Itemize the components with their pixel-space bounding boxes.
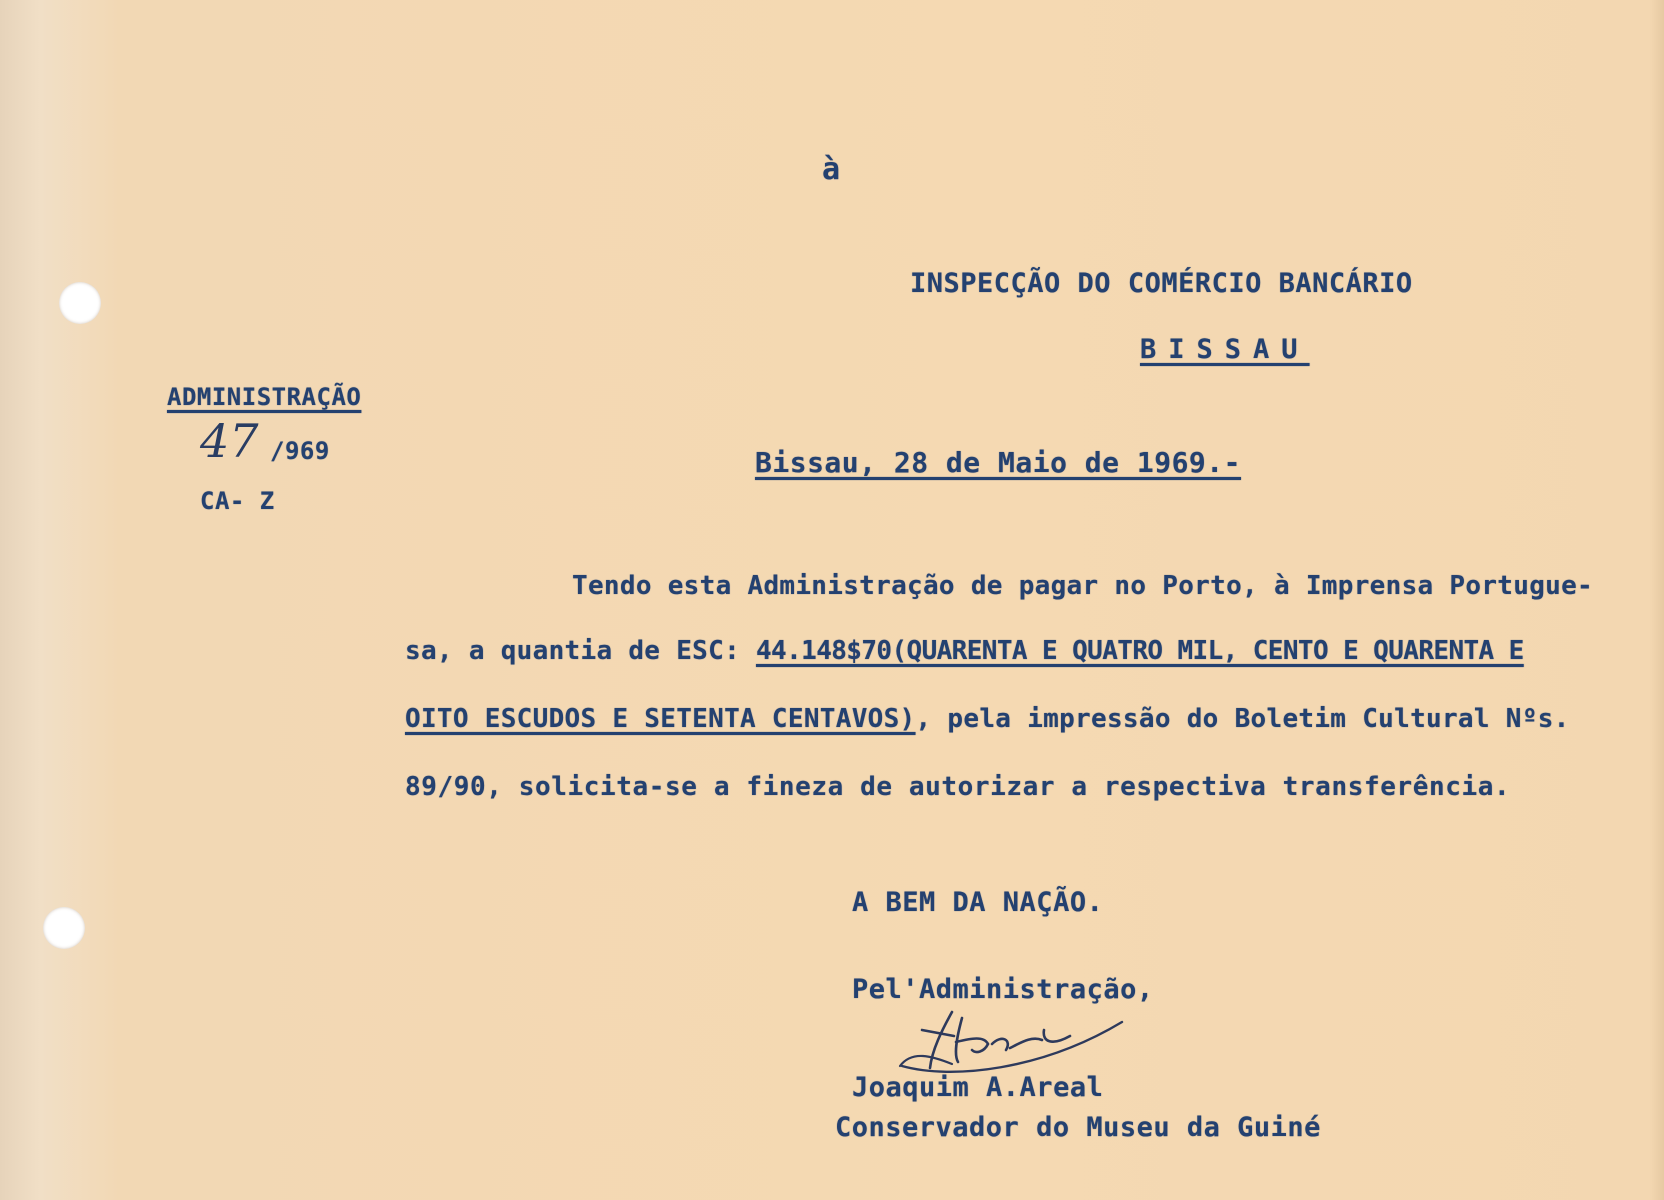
body-line-3-suffix: , pela impressão do Boletim Cultural Nºs.	[915, 704, 1570, 734]
body-line-2	[405, 636, 1524, 666]
body-line-4: 89/90, solicita-se a fineza de autorizar a respectiva transferência.	[405, 772, 1511, 802]
reference-department: ADMINISTRAÇÃO	[167, 383, 362, 411]
signatory-title: Conservador do Museu da Guiné	[835, 1112, 1321, 1143]
signatory-name: Joaquim A.Areal	[852, 1072, 1104, 1103]
addressee-line1: INSPECÇÃO DO COMÉRCIO BANCÁRIO	[910, 268, 1413, 299]
reference-number-typed: /969	[270, 437, 330, 465]
punch-hole-top	[59, 282, 101, 324]
closing-salutation: A BEM DA NAÇÃO.	[852, 887, 1104, 918]
punch-hole-bottom	[43, 907, 85, 949]
body-line-1: Tendo esta Administração de pagar no Porto, à Imprensa Portugue-	[572, 571, 1594, 601]
addressee-city: BISSAU	[1140, 334, 1310, 365]
accent-mark: à	[822, 152, 841, 187]
date-line: Bissau, 28 de Maio de 1969.-	[755, 446, 1242, 479]
body-line-2-prefix: sa, a quantia de ESC:	[405, 636, 756, 666]
page-edge	[1650, 0, 1664, 1200]
signature-for-line: Pel'Administração,	[852, 974, 1154, 1005]
amount-words: OITO ESCUDOS E SETENTA CENTAVOS)	[405, 704, 916, 734]
reference-code: CA- Z	[200, 487, 275, 515]
reference-number-handwritten: 47	[200, 414, 259, 468]
body-line-3	[405, 704, 1570, 734]
amount-text: 44.148$70(QUARENTA E QUATRO MIL, CENTO E QUARENTA E	[755, 636, 1524, 666]
